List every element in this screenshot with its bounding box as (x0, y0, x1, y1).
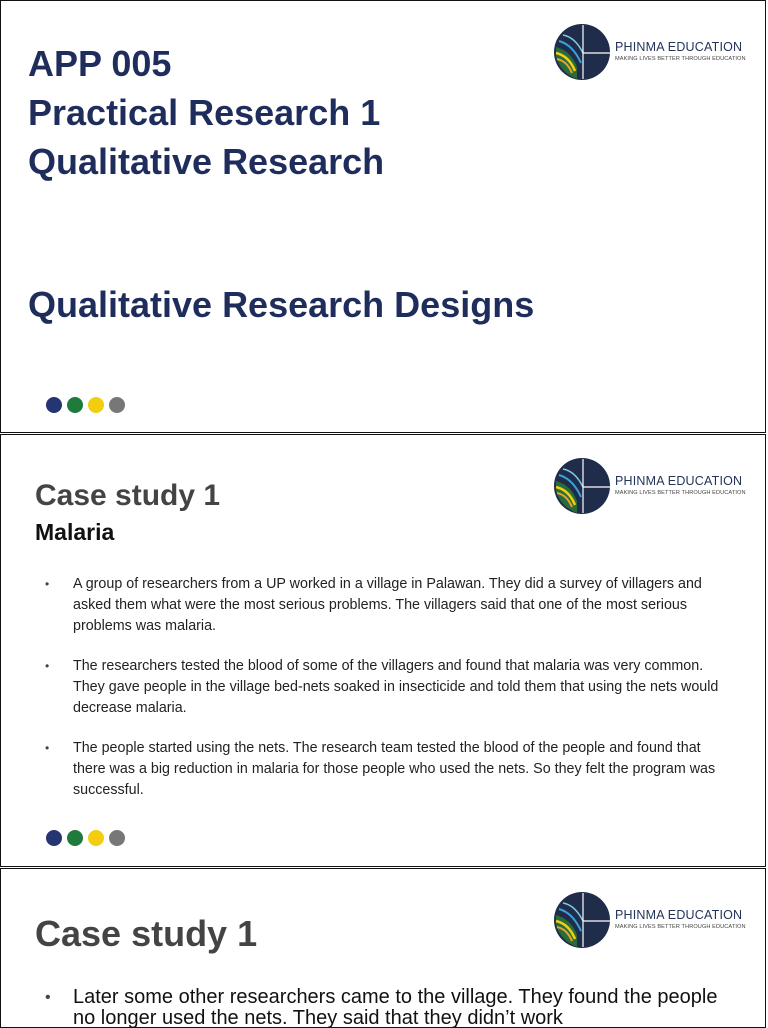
bullet-item: • A group of researchers from a UP worked in a village in Palawan. They did a survey of villagers and asked them what were the most serious problems. The villagers said that one of the most serious problems was malaria. (45, 574, 735, 637)
dot-green (67, 397, 83, 413)
title-slide (0, 0, 766, 433)
bullet-list (45, 987, 745, 1028)
phinma-logo (553, 891, 746, 949)
dot-green (67, 830, 83, 846)
logo-tagline: MAKING LIVES BETTER THROUGH EDUCATION (615, 56, 746, 62)
title-line-course: APP 005 (28, 43, 172, 84)
decorative-dots (46, 397, 125, 413)
logo-tagline: MAKING LIVES BETTER THROUGH EDUCATION (615, 490, 746, 496)
logo-brand: PHINMA EDUCATION (615, 908, 743, 922)
dot-navy (46, 830, 62, 846)
title-line-topic: Qualitative Research (28, 141, 385, 182)
bullet-list (45, 574, 735, 820)
slide-subtitle: Qualitative Research Designs (28, 284, 535, 325)
phinma-logo (553, 23, 746, 81)
bullet-item: • Later some other researchers came to the village. They found the people no longer used the nets. They said that they didn’t work (45, 987, 745, 1028)
case-study-slide-continued (0, 868, 766, 1028)
case-study-slide (0, 434, 766, 867)
dot-yellow (88, 397, 104, 413)
logo-brand: PHINMA EDUCATION (615, 40, 743, 54)
phinma-emblem-icon (553, 891, 611, 949)
bullet-item: • The people started using the nets. The research team tested the blood of the people and found that there was a big reduction in malaria for those people who used the nets. So they felt the program was successful. (45, 738, 735, 801)
decorative-dots (46, 830, 125, 846)
case-study-title: Case study 1 (35, 913, 258, 954)
bullet-item: • The researchers tested the blood of some of the villagers and found that malaria was very common. They gave people in the village bed-nets soaked in insecticide and told them that using the nets would decrease malaria. (45, 656, 735, 719)
slide-title (28, 39, 384, 186)
dot-navy (46, 397, 62, 413)
phinma-logo (553, 457, 746, 515)
dot-yellow (88, 830, 104, 846)
phinma-emblem-icon (553, 457, 611, 515)
logo-tagline: MAKING LIVES BETTER THROUGH EDUCATION (615, 924, 746, 930)
logo-brand: PHINMA EDUCATION (615, 474, 743, 488)
phinma-emblem-icon (553, 23, 611, 81)
dot-gray (109, 397, 125, 413)
title-line-subject: Practical Research 1 (28, 92, 381, 133)
case-study-subtitle: Malaria (35, 519, 115, 545)
case-study-title: Case study 1 (35, 479, 221, 512)
dot-gray (109, 830, 125, 846)
